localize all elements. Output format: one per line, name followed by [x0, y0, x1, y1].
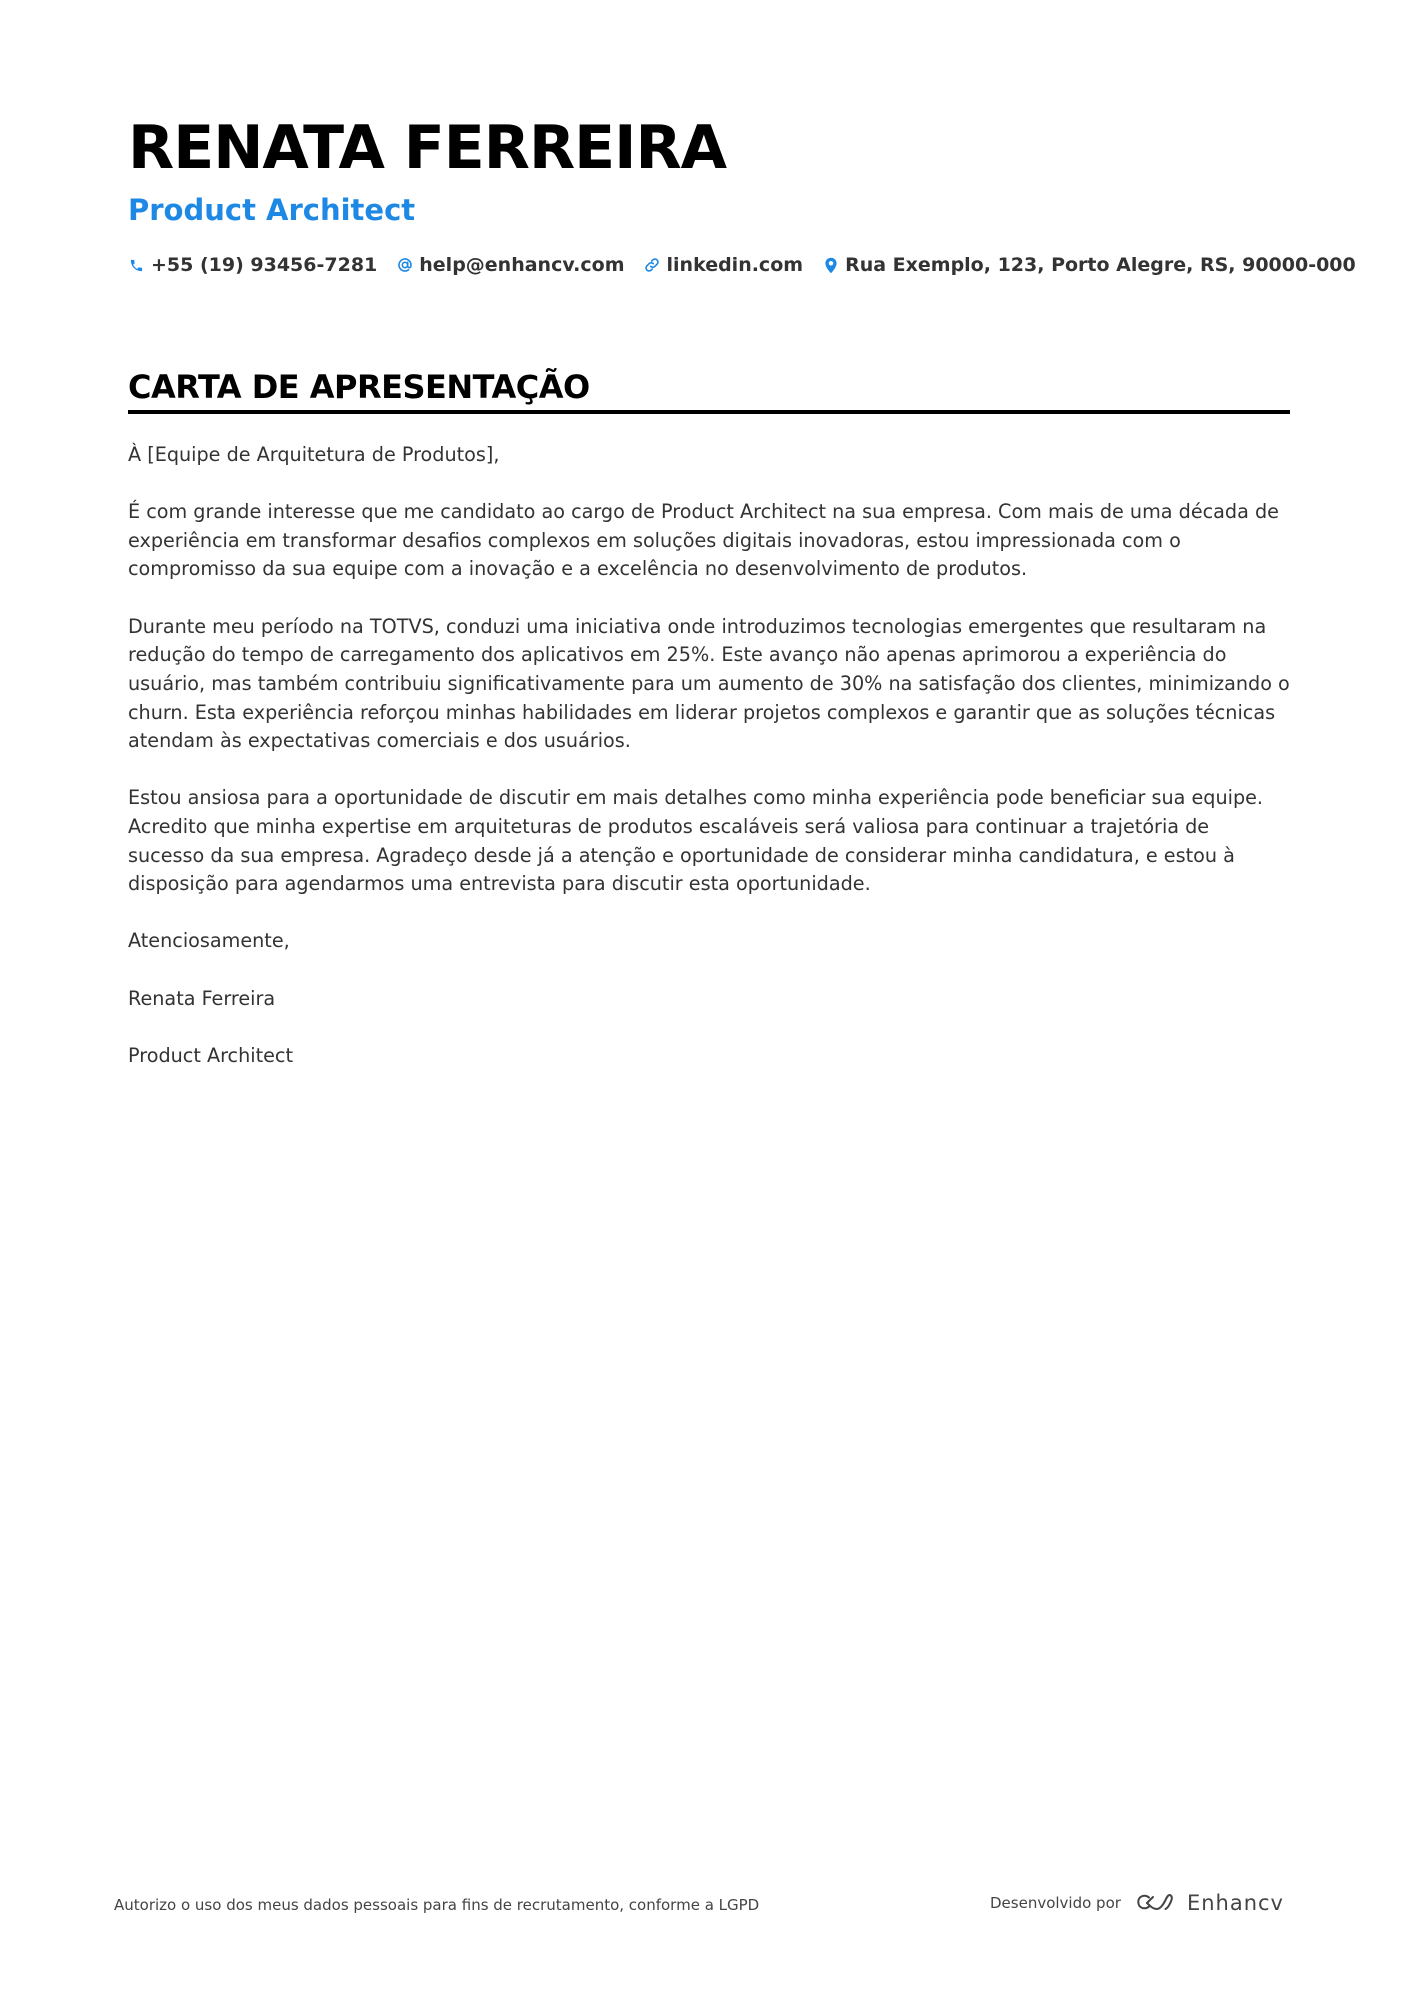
- signature-name: Renata Ferreira: [128, 986, 276, 1010]
- letter-closing: Atenciosamente,: [128, 929, 290, 953]
- contact-phone-text[interactable]: +55 (19) 93456-7281: [151, 254, 378, 276]
- at-icon: [396, 256, 413, 274]
- letter-body: [128, 441, 1290, 1099]
- contact-email-text[interactable]: help@enhancv.com: [419, 254, 625, 276]
- brand-name: Enhancv: [1186, 1891, 1284, 1915]
- powered-by-label: Desenvolvido por: [990, 1894, 1121, 1912]
- letter-paragraph: É com grande interesse que me candidato ao cargo de Product Architect na sua empresa. Com mais de uma década de experiência em transformar desafios complexos em soluções digitais inovadoras, estou impressionada com o compromisso da sua equipe com a inovação e a excelência no desenvolvimento de produtos.: [128, 500, 1279, 581]
- signature-title: Product Architect: [128, 1044, 293, 1068]
- map-pin-icon: [822, 256, 839, 274]
- link-icon: [644, 256, 661, 274]
- contact-email: [396, 254, 624, 276]
- contact-phone: [128, 254, 377, 276]
- phone-icon: [128, 256, 145, 274]
- candidate-name: RENATA FERREIRA: [128, 113, 727, 183]
- footer-consent: Autorizo o uso dos meus dados pessoais para fins de recrutamento, conforme a LGPD: [114, 1896, 760, 1914]
- footer-brand[interactable]: [990, 1891, 1284, 1915]
- enhancv-logo-icon: [1133, 1891, 1179, 1915]
- contact-address-text: Rua Exemplo, 123, Porto Alegre, RS, 90000-000: [845, 254, 1356, 276]
- section-title: CARTA DE APRESENTAÇÃO: [128, 368, 590, 406]
- contact-linkedin-text[interactable]: linkedin.com: [666, 254, 804, 276]
- candidate-role: Product Architect: [128, 193, 416, 227]
- contact-linkedin: [644, 254, 804, 276]
- letter-greeting: À [Equipe de Arquitetura de Produtos],: [128, 443, 500, 466]
- section-divider: [128, 410, 1290, 414]
- contact-address: [822, 254, 1356, 276]
- contact-bar: [128, 254, 1375, 276]
- letter-paragraph: Estou ansiosa para a oportunidade de discutir em mais detalhes como minha experiência pode beneficiar sua equipe. Acredito que minha expertise em arquiteturas de produtos escaláveis será valiosa para continuar a trajetória de sucesso da sua empresa. Agradeço desde já a atenção e oportunidade de considerar minha candidatura, e estou à disposição para agendarmos uma entrevista para discutir esta oportunidade.: [128, 786, 1264, 896]
- letter-paragraph: Durante meu período na TOTVS, conduzi uma iniciativa onde introduzimos tecnologias emergentes que resultaram na redução do tempo de carregamento dos aplicativos em 25%. Este avanço não apenas aprimorou a experiência do usuário, mas também contribuiu significativamente para um aumento de 30% na satisfação dos clientes, minimizando o churn. Esta experiência reforçou minhas habilidades em liderar projetos complexos e garantir que as soluções técnicas atendam às expectativas comerciais e dos usuários.: [128, 614, 1290, 753]
